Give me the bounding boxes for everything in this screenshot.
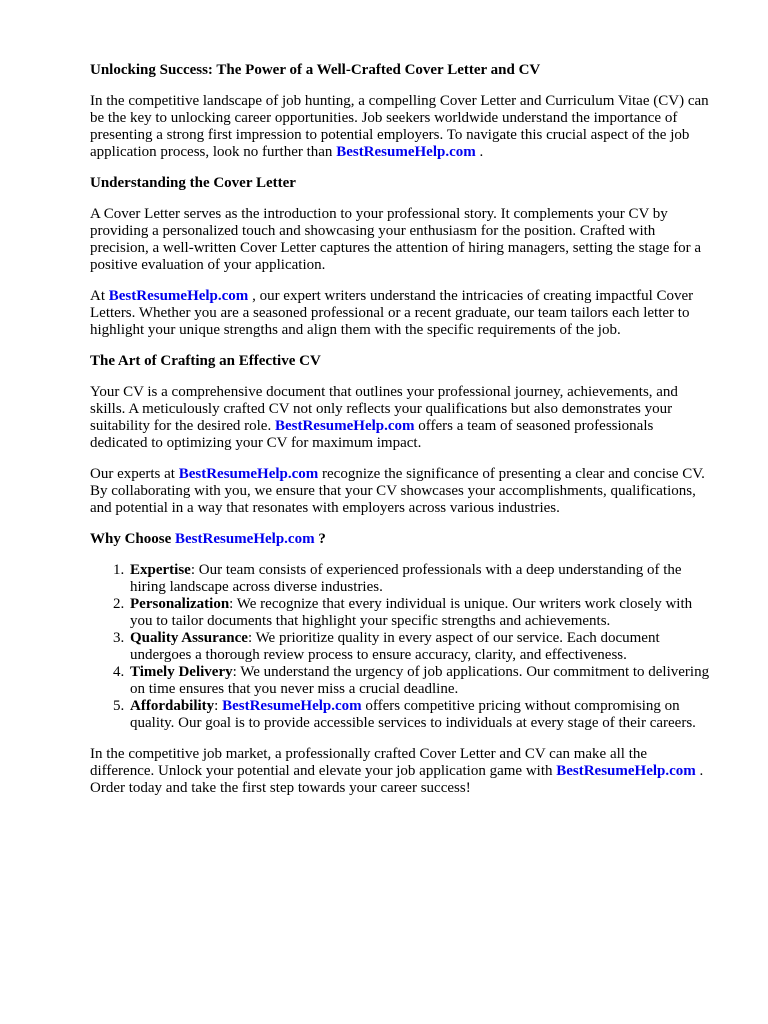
section-heading-cover-letter — [90, 175, 714, 192]
text-run: offers a team of seasoned professionals dedicated to optimizing your CV for maximum impact. — [90, 418, 654, 451]
list-item-term: Personalization — [130, 596, 230, 612]
list-item — [128, 562, 714, 596]
text-run: recognize the significance of presenting a clear and concise CV. By collaborating with you, we ensure that your CV showcases your accomplishments, qualifications, and potential in a way that resonates with employers across various industries. — [90, 466, 705, 516]
text-run: : Our team consists of experienced professionals with a deep understanding of the hiring landscape across diverse industries. — [130, 562, 682, 595]
cv-paragraph-2 — [90, 466, 714, 517]
bestresumehelp-link[interactable]: BestResumeHelp.com — [336, 144, 476, 160]
intro-paragraph — [90, 93, 714, 161]
bestresumehelp-link[interactable]: BestResumeHelp.com — [274, 418, 415, 434]
cover-letter-paragraph-2 — [90, 288, 714, 339]
text-run: : — [214, 698, 223, 714]
text-run: The Art of Crafting an Effective CV — [90, 353, 321, 369]
text-run: . — [475, 144, 484, 160]
section-heading-effective-cv — [90, 353, 714, 370]
text-run: At — [90, 288, 109, 304]
text-run: : We recognize that every individual is unique. Our writers work closely with you to tailor documents that highlight your specific strengths and achievements. — [130, 596, 693, 629]
list-item-term: Quality Assurance — [130, 630, 248, 646]
text-run: In the competitive job market, a professionally crafted Cover Letter and CV can make all the difference. Unlock your potential and elevate your job application game with — [90, 746, 648, 779]
text-run: Why Choose — [90, 531, 176, 547]
cv-paragraph-1 — [90, 384, 714, 452]
text-run: Unlocking Success: The Power of a Well-Crafted Cover Letter and CV — [90, 62, 541, 78]
bestresumehelp-link[interactable]: BestResumeHelp.com — [178, 466, 319, 482]
list-item-term: Timely Delivery — [130, 664, 233, 680]
text-run: : We understand the urgency of job applications. Our commitment to delivering on time ensures that you never miss a crucial deadline. — [130, 664, 710, 697]
text-run: : We prioritize quality in every aspect of our service. Each document undergoes a thorough review process to ensure accuracy, clarity, and effectiveness. — [130, 630, 660, 663]
list-item — [128, 664, 714, 698]
document-title — [90, 62, 714, 79]
text-run: , our expert writers understand the intricacies of creating impactful Cover Letters. Whether you are a seasoned professional or a recent graduate, our team tailors each letter to highlight your unique strengths and align them with the specific requirements of the job. — [90, 288, 694, 338]
list-item — [128, 596, 714, 630]
text-run: offers competitive pricing without compromising on quality. Our goal is to provide accessible services to individuals at every stage of their careers. — [130, 698, 696, 731]
list-item-term: Expertise — [130, 562, 191, 578]
list-item-term: Affordability — [130, 698, 215, 714]
bestresumehelp-link[interactable]: BestResumeHelp.com — [556, 763, 696, 779]
bestresumehelp-link[interactable]: BestResumeHelp.com — [175, 531, 315, 547]
list-item — [128, 698, 714, 732]
text-run: ? — [314, 531, 326, 547]
bestresumehelp-link[interactable]: BestResumeHelp.com — [222, 698, 362, 714]
section-heading-why-choose — [90, 531, 714, 548]
closing-paragraph — [90, 746, 714, 797]
bestresumehelp-link[interactable]: BestResumeHelp.com — [108, 288, 249, 304]
text-run: . Order today and take the first step towards your career success! — [90, 763, 704, 796]
text-run: In the competitive landscape of job hunting, a compelling Cover Letter and Curriculum Vitae (CV) can be the key to unlocking career opportunities. Job seekers worldwide understand the importance of presenting a strong first impression to potential employers. To navigate this crucial aspect of the job application process, look no further than — [90, 93, 709, 160]
text-run: Your CV is a comprehensive document that outlines your professional journey, achievements, and skills. A meticulously crafted CV not only reflects your qualifications but also demonstrates your suitability for the desired role. — [90, 384, 678, 434]
text-run: A Cover Letter serves as the introduction to your professional story. It complements your CV by providing a personalized touch and showcasing your enthusiasm for the position. Crafted with precision, a well-written Cover Letter captures the attention of hiring managers, setting the stage for a positive evaluation of your application. — [90, 206, 702, 273]
why-choose-list — [90, 562, 714, 732]
text-run: Understanding the Cover Letter — [90, 175, 296, 191]
text-run: Our experts at — [90, 466, 179, 482]
cover-letter-paragraph-1 — [90, 206, 714, 274]
list-item — [128, 630, 714, 664]
